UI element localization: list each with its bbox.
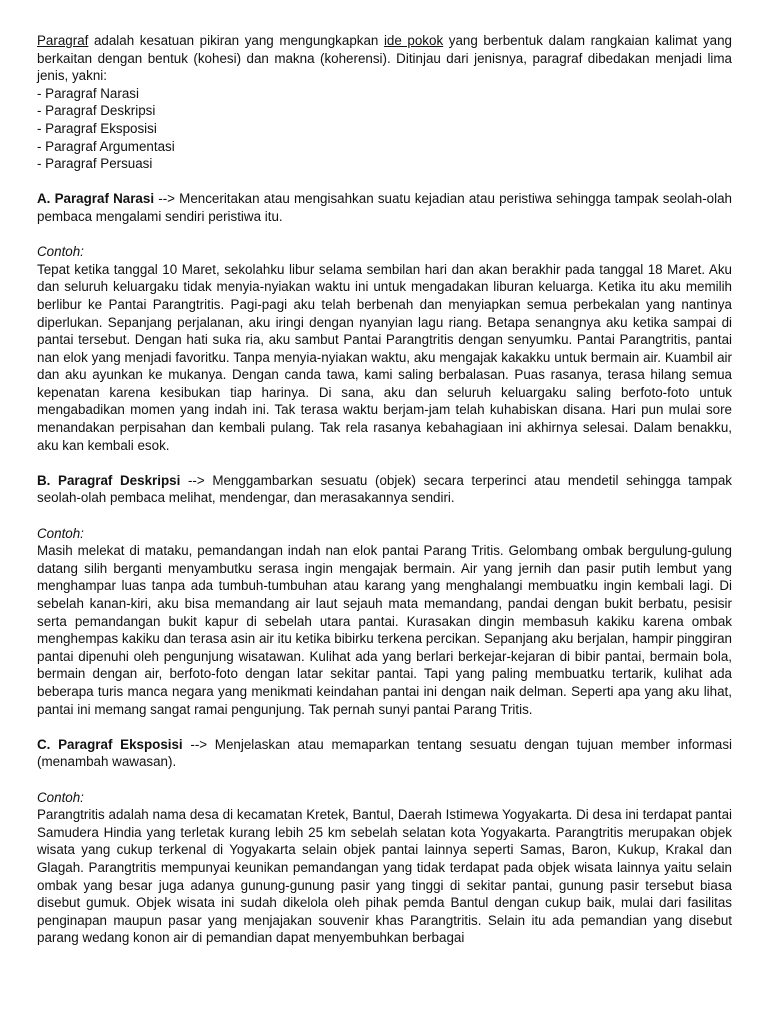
- section-title: B. Paragraf Deskripsi: [37, 472, 181, 488]
- section-eksposisi-example: Parangtritis adalah nama desa di kecamatan Kretek, Bantul, Daerah Istimewa Yogyakarta. Di desa ini terdapat pantai Samudera Hindia yang terletak kurang lebih 25 km sebelah selatan kota Yogyakarta. Parangtritis merupakan objek wisata yang cukup terkenal di Yogyakarta selain objek pantai lainnya seperti Samas, Baron, Kukup, Krakal dan Glagah. Parangtritis mempunyai keunikan pemandangan yang tidak terdapat pada objek wisata lainnya yaitu selain ombak yang besar juga adanya gunung-gunung pasir yang tinggi di sekitar pantai, gunung pasir tersebut biasa disebut gumuk. Objek wisata ini sudah dikelola oleh pihak pemda Bantul dengan cukup baik, mulai dari fasilitas penginapan maupun pasar yang menjajakan souvenir khas Parangtritis. Selain itu ada pemandian yang disebut parang wedang konon air di pemandian dapat menyembuhkan berbagai: [37, 807, 732, 946]
- term-ide-pokok: ide pokok: [383, 33, 444, 48]
- list-item: - Paragraf Deskripsi: [37, 103, 156, 119]
- section-narasi-definition: A. Paragraf Narasi --> Menceritakan atau mengisahkan suatu kejadian atau peristiwa sehingga tampak seolah-olah pembaca mengalami sendiri peristiwa itu.: [37, 191, 732, 224]
- section-title: C. Paragraf Eksposisi: [37, 736, 183, 752]
- section-narasi-example: Tepat ketika tanggal 10 Maret, sekolahku libur selama sembilan hari dan akan berakhir pada tanggal 18 Maret. Aku dan seluruh keluargaku tidak menyia-nyiakan waktu ini untuk mengadakan liburan keluarga. Ketika itu aku memilih berlibur ke Pantai Parangtritis. Pagi-pagi aku telah berbenah dan menyiapkan semua perbekalan yang nantinya diperlukan. Sepanjang perjalanan, aku iringi dengan nyanyian lagu riang. Betapa senangnya aku ketika sampai di pantai tersebut. Dengan hati suka ria, aku sambut Pantai Parangtritis dengan senyumku. Pantai Parangtritis, pantai nan elok yang menjadi favoritku. Tanpa menyia-nyiakan waktu, aku mengajak kakakku untuk bermain air. Kuambil air dan aku ayunkan ke mukanya. Dengan canda tawa, kami saling berbalasan. Puas rasanya, terasa hilang semua kepenatan karena kesibukan tiap harinya. Di sana, aku dan seluruh keluargaku saling berfoto-foto untuk mengabadikan momen yang indah ini. Tak terasa waktu berjam-jam telah kuhabiskan disana. Hari pun mulai sore menandakan perpisahan dan kembali pulang. Tak rela rasanya kebahagiaan ini akhirnya selesai. Dalam benakku, aku kan kembali esok.: [37, 261, 732, 453]
- example-label: Contoh:: [37, 789, 84, 805]
- types-list: [37, 85, 732, 173]
- list-item: - Paragraf Argumentasi: [37, 138, 175, 154]
- intro-paragraph: Paragraf adalah kesatuan pikiran yang mengungkapkan ide pokok yang berbentuk dalam rangkaian kalimat yang berkaitan dengan bentuk (kohesi) dan makna (koherensi). Ditinjau dari jenisnya, paragraf dibedakan menjadi lima jenis, yakni:: [37, 33, 733, 84]
- example-label: Contoh:: [37, 525, 84, 541]
- list-item: - Paragraf Narasi: [37, 85, 139, 101]
- section-deskripsi-definition: B. Paragraf Deskripsi --> Menggambarkan sesuatu (objek) secara terperinci atau mendetil sehingga tampak seolah-olah pembaca melihat, mendengar, dan merasakannya sendiri.: [37, 472, 732, 506]
- section-title: A. Paragraf Narasi: [37, 191, 155, 207]
- section-eksposisi-definition: C. Paragraf Eksposisi --> Menjelaskan atau memaparkan tentang sesuatu dengan tujuan member informasi (menambah wawasan).: [37, 736, 732, 770]
- section-deskripsi-example: Masih melekat di mataku, pemandangan indah nan elok pantai Parang Tritis. Gelombang ombak bergulung-gulung datang silih berganti menyambutku serasa ingin mengajak bermain. Air yang jernih dan pasir putih lembut yang menghampar luas tanpa ada tumbuh-tumbuhan atau karang yang menghalangi membuatku ingin kembali lagi. Di sebelah kanan-kiri, aku bisa memandang air laut sejauh mata memandang, pandai dengan bukit berbatu, pesisir serta pemandangan bukit kapur di sebelah utara pantai. Kurasakan dingin membasuh kakiku karena ombak menghempas kakiku dan terasa asin air itu ketika bibirku terkena percikan. Sepanjang aku berjalan, hampir pinggiran pantai dipenuhi oleh pengunjung wisatawan. Kulihat ada yang berlari berkejar-kejaran di bibir pantai, bermain bola, bermain dengan air, berfoto-foto dengan latar sekitar pantai. Tapi yang paling membuatku tertarik, kulihat ada beberapa turis manca negara yang menikmati keindahan pantai ini dengan naik delman. Seperti apa yang aku lihat, pantai ini memang sangat ramai pengunjung. Tak pernah sunyi pantai Parang Tritis.: [37, 543, 732, 717]
- example-label: Contoh:: [37, 244, 84, 260]
- term-paragraf: Paragraf: [37, 33, 89, 48]
- list-item: - Paragraf Eksposisi: [37, 120, 157, 136]
- list-item: - Paragraf Persuasi: [37, 156, 153, 172]
